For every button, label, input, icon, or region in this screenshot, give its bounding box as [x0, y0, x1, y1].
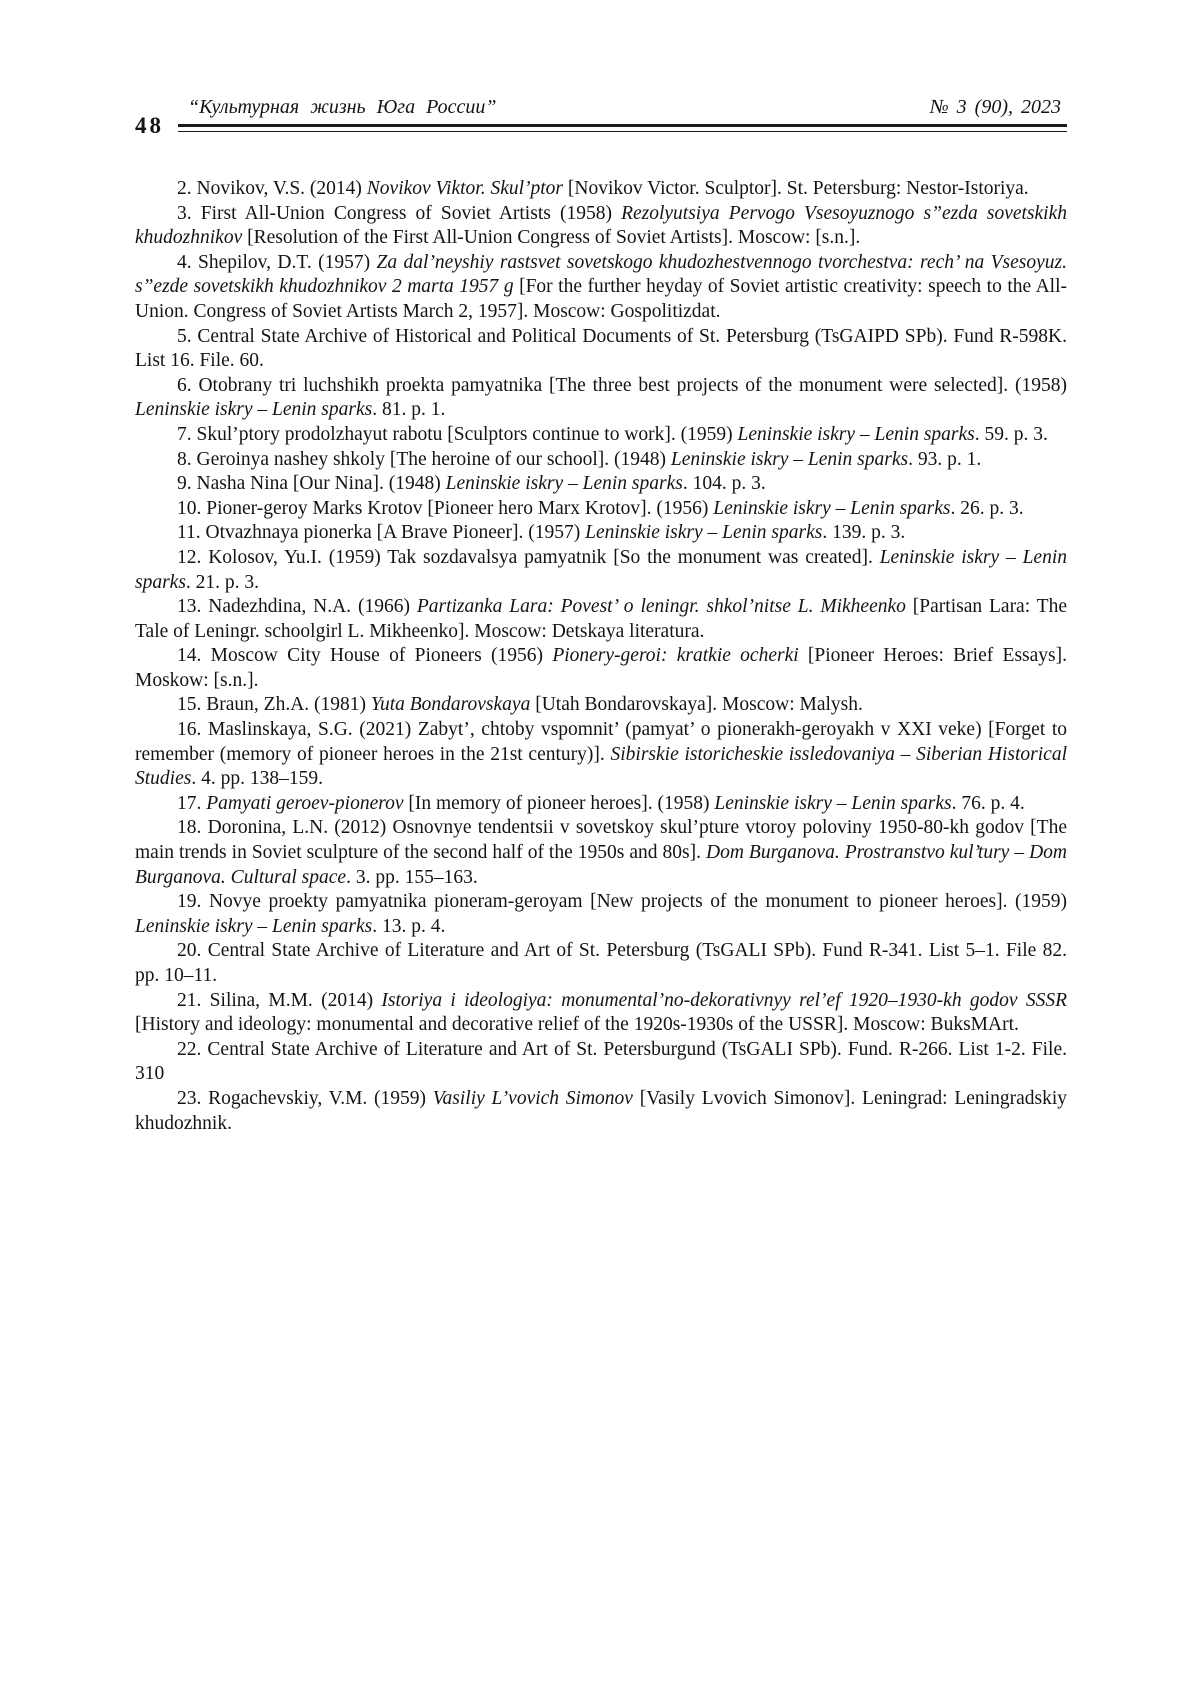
reference-item [135, 792, 1067, 817]
reference-text: . 26. p. 3. [950, 497, 1024, 519]
reference-item [135, 718, 1067, 792]
reference-text: 17. [177, 792, 207, 814]
reference-item [135, 177, 1067, 202]
reference-title-italic: Vasiliy L’vovich Simonov [432, 1087, 633, 1109]
reference-item [135, 595, 1067, 644]
reference-title-italic: Leninskie iskry – Lenin sparks [135, 546, 1067, 593]
reference-text: . 13. p. 4. [372, 915, 446, 937]
reference-text: 23. Rogachevskiy, V.M. (1959) [177, 1087, 433, 1109]
page-content [135, 96, 1067, 1136]
reference-text: 2. Novikov, V.S. (2014) [177, 178, 367, 199]
reference-title-italic: Leninskie iskry – Lenin sparks [714, 792, 952, 814]
reference-text: . 21. p. 3. [185, 571, 260, 593]
reference-text: 11. Otvazhnaya pionerka [A Brave Pioneer]. (1957) [177, 522, 586, 544]
reference-text: 9. Nasha Nina [Our Nina]. (1948) [177, 473, 446, 495]
reference-text: . 59. p. 3. [974, 423, 1048, 445]
reference-item [135, 644, 1067, 693]
reference-title-italic: Yuta Bondarovskaya [370, 694, 531, 716]
reference-text: 4. Shepilov, D.T. (1957) [177, 251, 377, 273]
references-list [135, 177, 1067, 1136]
reference-item [135, 989, 1067, 1038]
reference-title-italic: Leninskie iskry – Lenin sparks [585, 522, 823, 544]
reference-text: . 3. pp. 155–163. [346, 866, 478, 888]
reference-text: . 81. p. 1. [372, 399, 446, 421]
reference-item [135, 693, 1067, 718]
reference-text: 21. Silina, M.M. (2014) [177, 989, 382, 1011]
reference-text: [Novikov Victor. Sculptor]. St. Petersburg: Nestor-Istoriya. [563, 178, 1029, 199]
reference-title-italic: Partizanka Lara: Povest’ o leningr. shkol’nitse L. Mikheenko [416, 596, 906, 618]
header-double-rule [178, 124, 1067, 132]
reference-title-italic: Pamyati geroev-pionerov [206, 792, 404, 814]
reference-title-italic: Sibirskie istoricheskie issledovaniya – Siberian Historical Studies [135, 743, 1067, 790]
reference-item [135, 325, 1067, 374]
reference-text: 12. Kolosov, Yu.I. (1959) Tak sozdavalsya pamyatnik [So the monument was created]. [177, 546, 880, 568]
reference-text: [Pioneer Heroes: Brief Essays]. Moskow: [s.n.]. [135, 645, 1067, 691]
header-main [178, 96, 1067, 132]
reference-text: . 139. p. 3. [822, 522, 906, 544]
reference-item [135, 890, 1067, 939]
reference-text: 7. Skul’ptory prodolzhayut rabotu [Sculptors continue to work]. (1959) [177, 423, 738, 445]
reference-item [135, 374, 1067, 423]
header-row [135, 96, 1067, 138]
reference-item [135, 497, 1067, 522]
reference-title-italic: Novikov Viktor. Skul’ptor [366, 178, 564, 199]
reference-item [135, 1087, 1067, 1136]
reference-text: [Partisan Lara: The Tale of Leningr. schoolgirl L. Mikheenko]. Moscow: Detskaya literatura. [135, 596, 1067, 642]
reference-title-italic: Leninskie iskry – Lenin sparks [135, 399, 373, 421]
reference-text: [Vasily Lvovich Simonov]. Leningrad: Leningradskiy khudozhnik. [135, 1087, 1067, 1134]
reference-text: 5. Central State Archive of Historical and Political Documents of St. Petersburg (TsGAIPD SPb). Fund R-598K. List 16. File. 60. [135, 325, 1067, 372]
reference-text: 15. Braun, Zh.A. (1981) [177, 694, 371, 716]
reference-text: 10. Pioner-geroy Marks Krotov [Pioneer hero Marx Krotov]. (1956) [177, 497, 714, 519]
reference-title-italic: Leninskie iskry – Lenin sparks [445, 473, 683, 495]
reference-title-italic: Leninskie iskry – Lenin sparks [135, 915, 373, 937]
reference-text: . 4. pp. 138–159. [191, 768, 323, 790]
reference-item [135, 546, 1067, 595]
reference-title-italic: Rezolyutsiya Pervogo Vsesoyuznogo s”ezda sovetskikh khudozhnikov [135, 202, 1067, 249]
reference-text: 6. Otobrany tri luchshikh proekta pamyatnika [The three best projects of the monument were selected]. (1958) [177, 374, 1067, 396]
header-titles [178, 96, 1067, 124]
reference-text: . 76. p. 4. [951, 792, 1025, 814]
reference-text: [Resolution of the First All-Union Congress of Soviet Artists]. Moscow: [s.n.]. [242, 227, 861, 249]
reference-text: [History and ideology: monumental and decorative relief of the 1920s-1930s of the USSR]. Moscow: BuksMArt. [135, 1014, 1019, 1036]
reference-text: 13. Nadezhdina, N.A. (1966) [177, 596, 417, 618]
reference-title-italic: Leninskie iskry – Lenin sparks [670, 448, 909, 470]
reference-text: 14. Moscow City House of Pioneers (1956) [177, 645, 553, 667]
reference-item [135, 448, 1067, 473]
reference-title-italic: Leninskie iskry – Lenin sparks [713, 497, 951, 519]
reference-item [135, 423, 1067, 448]
reference-item [135, 1038, 1067, 1087]
reference-item [135, 939, 1067, 988]
reference-text: 18. Doronina, L.N. (2012) Osnovnye tendentsii v sovetskoy skul’pture vtoroy poloviny 1950-80-kh godov [The main trends in Soviet sculpture of the second half of the 1950s and 80s]. [135, 817, 1067, 864]
reference-text: 19. Novye proekty pamyatnika pioneram-geroyam [New projects of the monument to pioneer heroes]. (1959) [177, 891, 1067, 913]
reference-text: 20. Central State Archive of Literature and Art of St. Petersburg (TsGALI SPb). Fund R-341. List 5–1. File 82. pp. 10–11. [135, 940, 1067, 986]
reference-text: 3. First All-Union Congress of Soviet Artists (1958) [177, 202, 622, 224]
reference-text: . 104. p. 3. [682, 473, 766, 495]
reference-item [135, 251, 1067, 325]
reference-item [135, 816, 1067, 890]
reference-text: . 93. p. 1. [908, 448, 982, 470]
reference-text: [In memory of pioneer heroes]. (1958) [403, 792, 715, 814]
reference-text: 16. Maslinskaya, S.G. (2021) Zabyt’, chtoby vspomnit’ (pamyat’ o pionerakh-geroyakh v XXI veke) [Forget to remember (memory of pioneer heroes in the 21st century)]. [135, 719, 1067, 765]
reference-item [135, 521, 1067, 546]
reference-item [135, 202, 1067, 251]
reference-title-italic: Leninskie iskry – Lenin sparks [737, 423, 975, 445]
reference-text: 22. Central State Archive of Literature and Art of St. Petersburgund (TsGALI SPb). Fund. R-266. List 1-2. File. 310 [135, 1038, 1067, 1085]
page-number: 48 [135, 113, 164, 138]
reference-text: [Utah Bondarovskaya]. Moscow: Malysh. [530, 694, 863, 716]
reference-item [135, 472, 1067, 497]
issue-info: № 3 (90), 2023 [929, 96, 1061, 118]
reference-title-italic: Za dal’neyshiy rastsvet sovetskogo khudozhestvennogo tvorchestva: rech’ na Vsesoyuz. s”ezde sovetskikh khudozhnikov 2 marta 1957 g [135, 251, 1068, 298]
reference-text: [For the further heyday of Soviet artistic creativity: speech to the All-Union. Congress of Soviet Artists March 2, 1957]. Moscow: Gospolitizdat. [135, 276, 1067, 322]
journal-title: “Культурная жизнь Юга России” [188, 96, 497, 118]
reference-title-italic: Pionery-geroi: kratkie ocherki [552, 645, 799, 667]
reference-title-italic: Dom Burganova. Prostranstvo kul’tury – Dom Burganova. Cultural space [135, 842, 1067, 888]
reference-title-italic: Istoriya i ideologiya: monumental’no-dekorativnyy rel’ef 1920–1930-kh godov SSSR [381, 989, 1068, 1011]
reference-text: 8. Geroinya nashey shkoly [The heroine of our school]. (1948) [177, 448, 671, 470]
page-header [135, 96, 1067, 138]
